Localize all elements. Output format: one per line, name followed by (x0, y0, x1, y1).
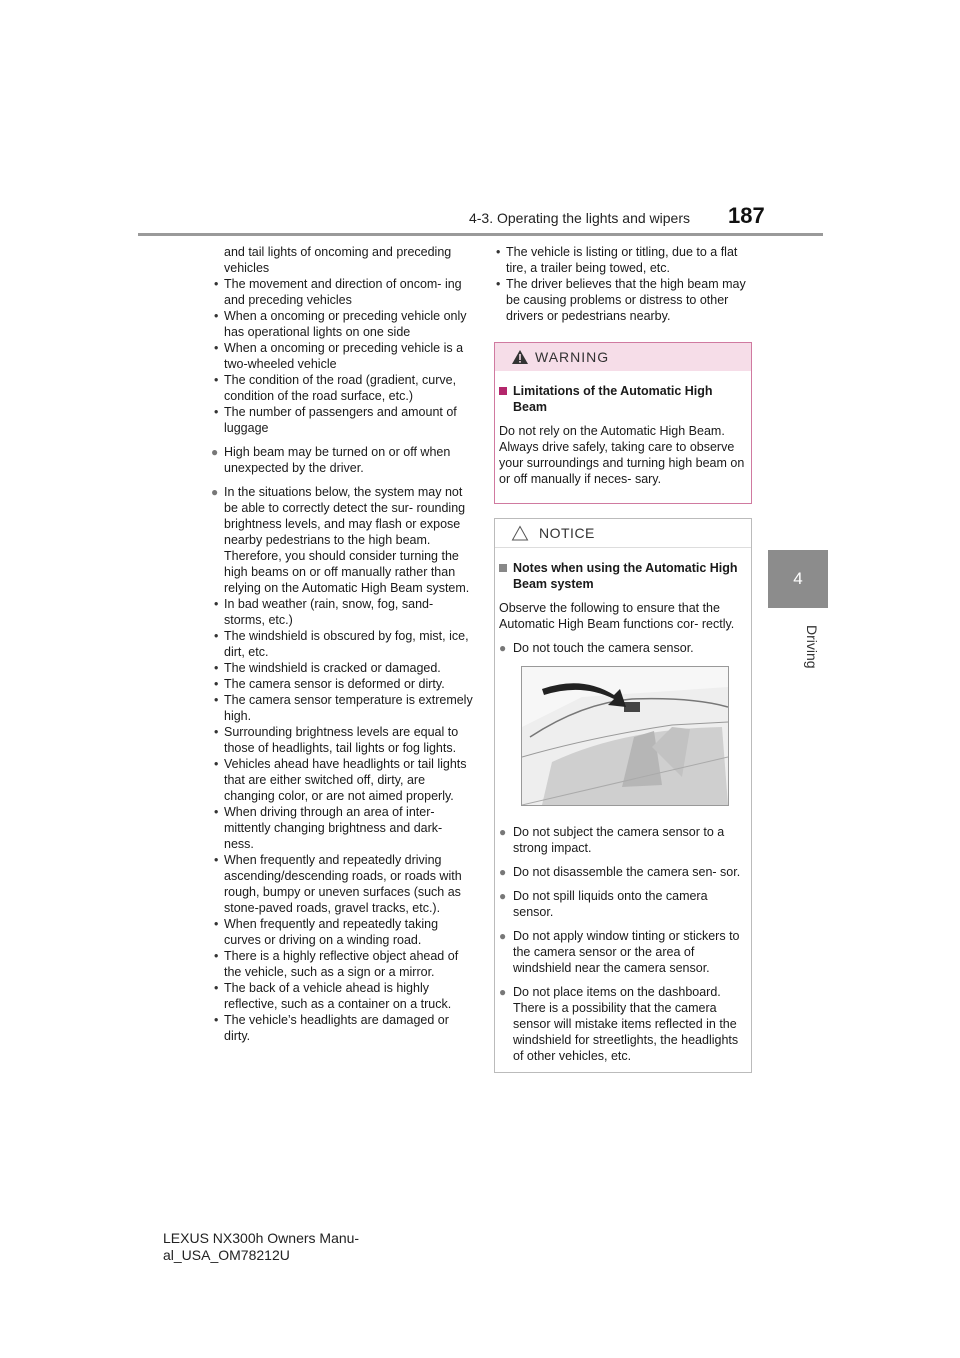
circle-bullet-icon: ● (499, 865, 507, 879)
footer-line: al_USA_OM78212U (163, 1247, 290, 1263)
caution-triangle-icon (511, 525, 529, 541)
circle-bullet-icon: ● (499, 985, 507, 999)
chapter-tab: 4 (768, 550, 828, 608)
page-number: 187 (728, 203, 765, 228)
list-item: • When driving through an area of inter- mittently changing brightness and dark- ness. (214, 805, 443, 851)
list-item: • When a oncoming or preceding vehicle only has operational lights on one side (214, 309, 467, 339)
intro-continuation: and tail lights of oncoming and preceding vehicles (224, 245, 452, 275)
circle-bullet-icon: ● (211, 445, 219, 459)
notice-header (495, 519, 751, 548)
notice-subheading: Notes when using the Automatic High Beam system (499, 560, 747, 592)
note-detection-situations: ● In the situations below, the system may not be able to correctly detect the sur- rounding brightness levels, and may flash or expose nearby pedestrians to the high beam. Therefore, you should consider turning the high beams on or off manually rather than relying on the Automatic High Beam system. (211, 485, 470, 595)
list-item: • The driver believes that the high beam may be causing problems or distress to other drivers or pedestrians nearby. (496, 277, 746, 323)
warning-title: WARNING (535, 349, 610, 365)
notice-item: ● Do not subject the camera sensor to a strong impact. (499, 825, 725, 855)
warning-triangle-icon (511, 349, 529, 365)
circle-bullet-icon: ● (499, 929, 507, 943)
list-item: • The vehicle is listing or titling, due to a flat tire, a trailer being towed, etc. (496, 245, 738, 275)
notice-intro: Observe the following to ensure that the Automatic High Beam functions cor- rectly. (499, 601, 735, 631)
list-item: • When frequently and repeatedly taking curves or driving on a winding road. (214, 917, 439, 947)
header-rule (138, 233, 823, 236)
warning-subheading: Limitations of the Automatic High Beam (499, 383, 747, 415)
warning-header (495, 343, 751, 371)
list-item: • When a oncoming or preceding vehicle is a two-wheeled vehicle (214, 341, 464, 371)
list-item: • The number of passengers and amount of luggage (214, 405, 457, 435)
section-title: 4-3. Operating the lights and wipers (468, 210, 690, 226)
list-item: • When frequently and repeatedly driving ascending/descending roads, or roads with rough, bumpy or uneven surfaces (such as stone-paved roads, gravel tracks, etc.). (214, 853, 462, 915)
list-item: • The vehicle’s headlights are damaged or dirty. (214, 1013, 449, 1043)
list-item: • The condition of the road (gradient, curve, condition of the road surface, etc.) (214, 373, 457, 403)
notice-item: ● Do not place items on the dashboard. There is a possibility that the camera sensor will mistake items reflected in the windshield for streetlights, the headlights of other vehicles, etc. (499, 985, 739, 1063)
notice-item: ● Do not spill liquids onto the camera sensor. (499, 889, 708, 919)
right-column (494, 244, 752, 1073)
list-item: • In bad weather (rain, snow, fog, sand- storms, etc.) (214, 597, 434, 627)
bullet-list-a (212, 276, 474, 436)
list-item: • There is a highly reflective object ahead of the vehicle, such as a sign or a mirror. (214, 949, 459, 979)
circle-bullet-icon: ● (499, 825, 507, 839)
circle-bullet-icon: ● (499, 889, 507, 903)
circle-bullet-icon: ● (211, 485, 219, 499)
list-item: • The windshield is cracked or damaged. (214, 661, 441, 675)
notice-box (494, 518, 752, 1073)
list-item: • The back of a vehicle ahead is highly reflective, such as a container on a truck. (214, 981, 452, 1011)
list-item: • The camera sensor is deformed or dirty. (214, 677, 445, 691)
manual-footer (163, 1230, 463, 1264)
square-bullet-icon (499, 564, 507, 572)
bullet-list-b (212, 596, 474, 1044)
note-high-beam-unexpected: ● High beam may be turned on or off when unexpected by the driver. (211, 445, 451, 475)
notice-item: ● Do not disassemble the camera sen- sor. (499, 865, 741, 879)
notice-item: ● Do not touch the camera sensor. (499, 641, 694, 655)
square-bullet-icon (499, 387, 507, 395)
footer-line: LEXUS NX300h Owners Manu- (163, 1230, 360, 1246)
warning-box (494, 342, 752, 504)
warning-body: Do not rely on the Automatic High Beam. Always drive safely, taking care to observe your surroundings and turning high beam on or off manually if neces- sary. (499, 424, 745, 486)
notice-title: NOTICE (539, 525, 595, 541)
chapter-label: Driving (804, 625, 820, 669)
list-item: • Surrounding brightness levels are equal to those of headlights, tail lights or fog lights. (214, 725, 459, 755)
circle-bullet-icon: ● (499, 641, 507, 655)
left-column (212, 244, 474, 1044)
notice-item: ● Do not apply window tinting or stickers to the camera sensor or the area of windshield near the camera sensor. (499, 929, 740, 975)
camera-sensor-illustration (521, 666, 729, 806)
bullet-list-c (494, 244, 752, 324)
list-item: • The windshield is obscured by fog, mist, ice, dirt, etc. (214, 629, 469, 659)
list-item: • Vehicles ahead have headlights or tail lights that are either switched off, dirty, are changing color, or are not aimed properly. (214, 757, 467, 803)
list-item: • The camera sensor temperature is extremely high. (214, 693, 473, 723)
list-item: • The movement and direction of oncom- ing and preceding vehicles (214, 277, 462, 307)
